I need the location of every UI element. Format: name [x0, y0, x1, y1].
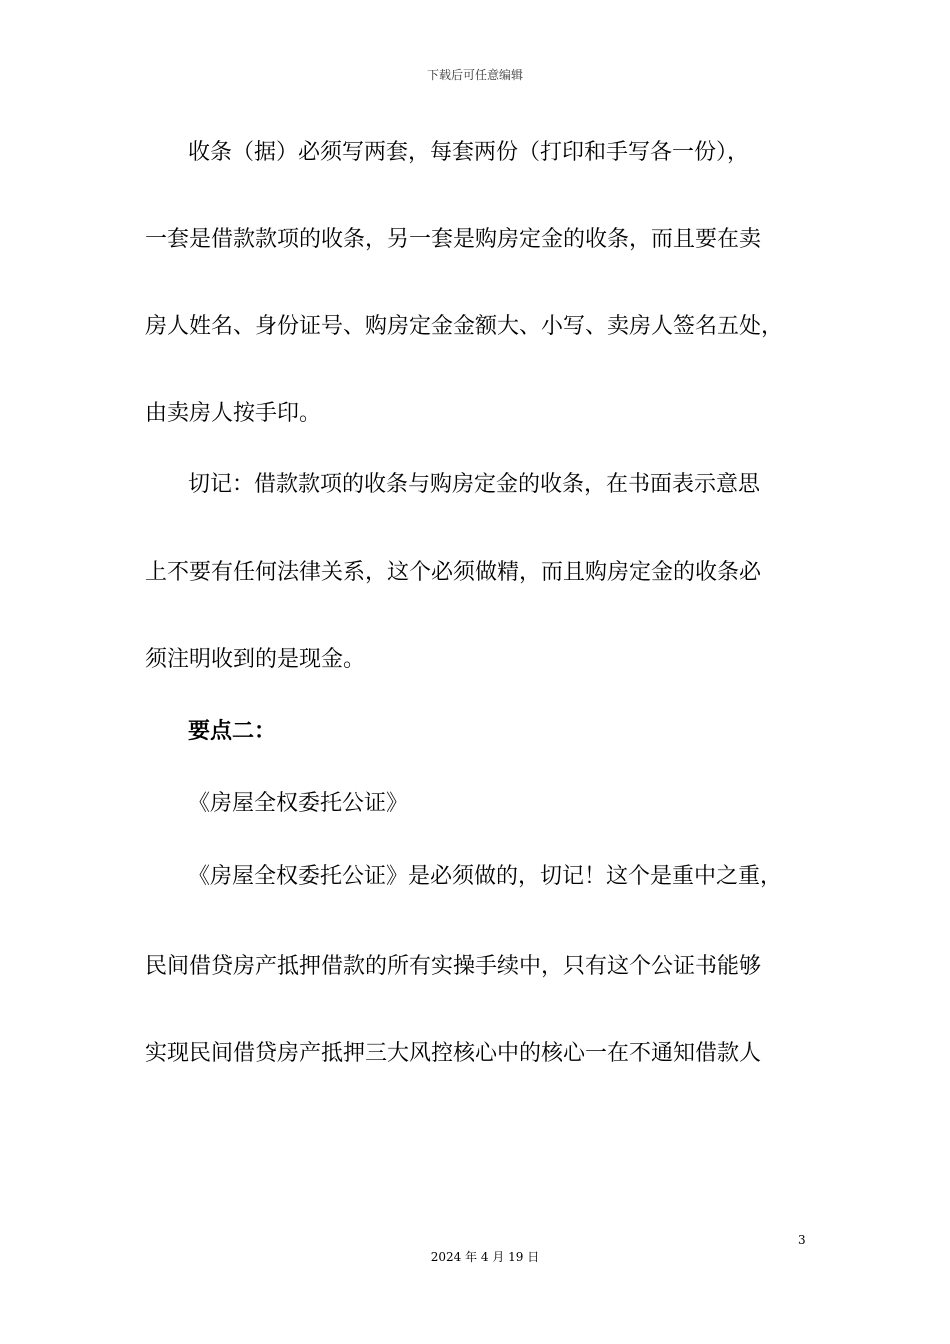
paragraph-line: 一套是借款款项的收条，另一套是购房定金的收条，而且要在卖 [145, 227, 762, 252]
page-header: 下载后可任意编辑 [426, 68, 523, 82]
paragraph-line: 实现民间借贷房产抵押三大风控核心中的核心一在不通知借款人 [145, 1041, 762, 1066]
paragraph-line: 切记：借款款项的收条与购房定金的收条，在书面表示意思 [188, 472, 761, 497]
footer-date: 2024 年 4 月 19 日 [430, 1250, 540, 1264]
paragraph-line: 民间借贷房产抵押借款的所有实操手续中，只有这个公证书能够 [145, 954, 762, 979]
paragraph-line: 须注明收到的是现金。 [145, 647, 366, 672]
paragraph-line: 《房屋全权委托公证》 [188, 791, 409, 816]
section-heading: 要点二： [188, 719, 277, 744]
paragraph-line: 《房屋全权委托公证》是必须做的，切记！这个是重中之重， [188, 864, 783, 889]
paragraph-line: 上不要有任何法律关系，这个必须做精，而且购房定金的收条必 [145, 560, 762, 585]
paragraph-line: 房人姓名、身份证号、购房定金金额大、小写、卖房人签名五处， [145, 314, 784, 339]
paragraph-line: 由卖房人按手印。 [145, 401, 322, 426]
page-number: 3 [798, 1233, 806, 1247]
paragraph-line: 收条（据）必须写两套，每套两份（打印和手写各一份）， [188, 140, 750, 165]
